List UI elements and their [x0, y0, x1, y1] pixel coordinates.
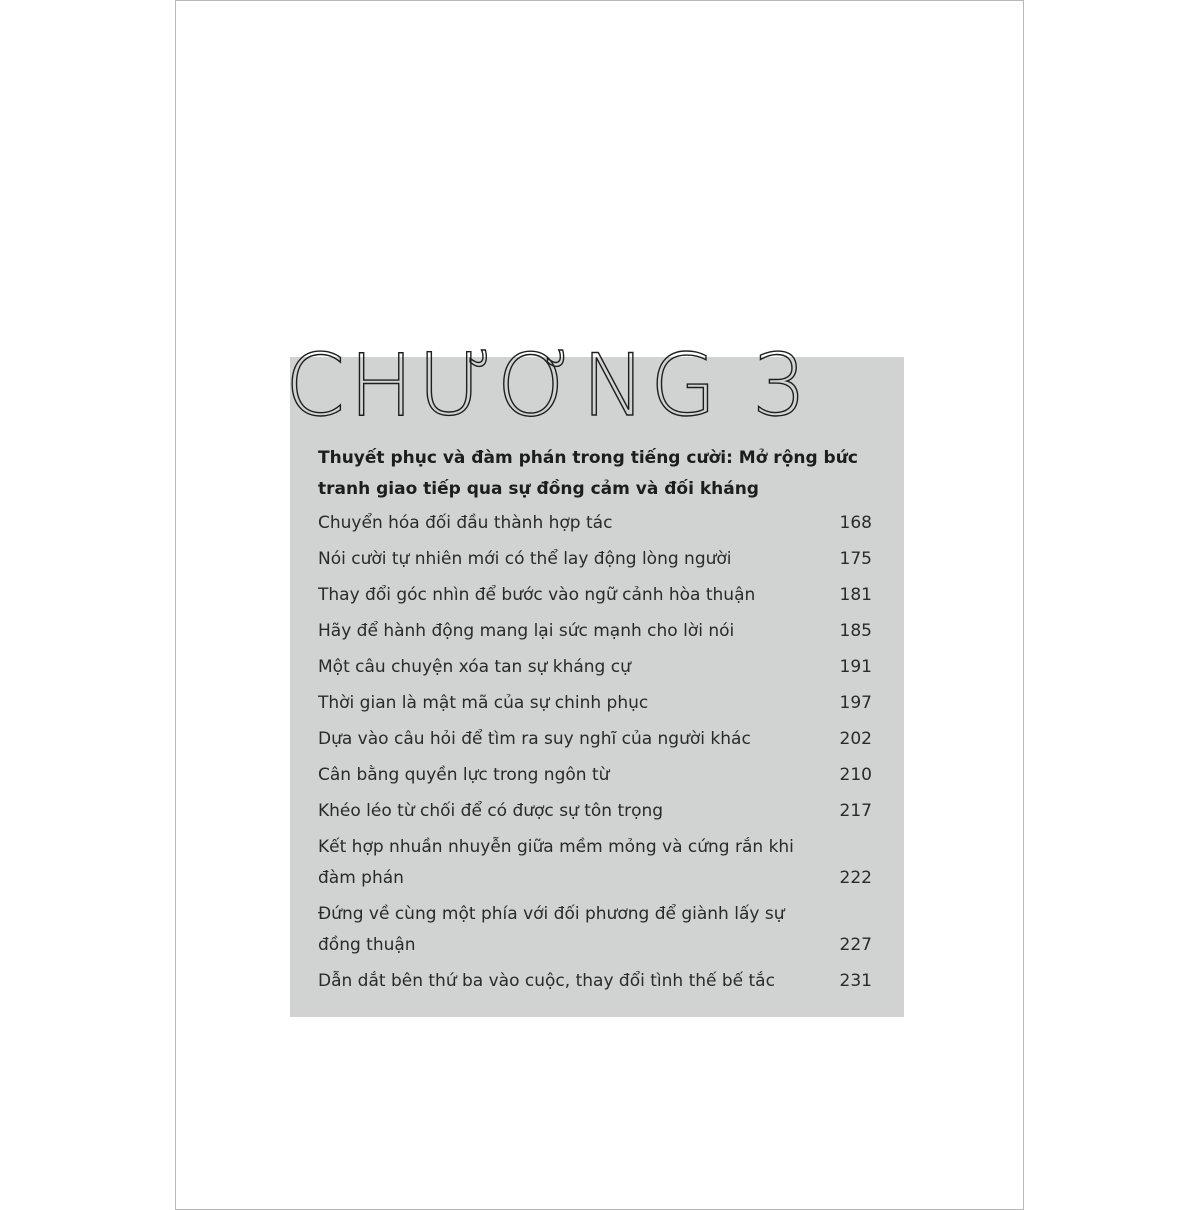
- toc-entry-page: 227: [839, 935, 872, 955]
- toc-entry-page: 202: [839, 729, 872, 749]
- toc-entry-title: Nói cười tự nhiên mới có thể lay động lòng người: [318, 549, 732, 569]
- toc-entry: [318, 796, 874, 827]
- toc-entry-title: Thời gian là mật mã của sự chinh phục: [318, 693, 649, 713]
- toc-entry-title: Thay đổi góc nhìn để bước vào ngữ cảnh hòa thuận: [318, 585, 756, 605]
- table-of-contents: [318, 508, 874, 1002]
- toc-entry: [318, 760, 874, 791]
- toc-entry-title: Hãy để hành động mang lại sức mạnh cho lời nói: [318, 621, 735, 641]
- toc-entry-title: Cân bằng quyền lực trong ngôn từ: [318, 765, 610, 785]
- toc-entry: [318, 652, 874, 683]
- toc-entry-title: Khéo léo từ chối để có được sự tôn trọng: [318, 801, 664, 821]
- toc-entry-title: Một câu chuyện xóa tan sự kháng cự: [318, 657, 631, 677]
- toc-entry-title: Dẫn dắt bên thứ ba vào cuộc, thay đổi tình thế bế tắc: [318, 971, 775, 991]
- toc-entry-page: 175: [839, 549, 872, 569]
- toc-entry: [318, 508, 874, 539]
- toc-entry-title: Dựa vào câu hỏi để tìm ra suy nghĩ của người khác: [318, 729, 751, 749]
- toc-entry: [318, 966, 874, 997]
- toc-entry-page: 168: [839, 513, 872, 533]
- toc-entry-title: Kết hợp nhuần nhuyễn giữa mềm mỏng và cứng rắn khi đàm phán: [318, 837, 794, 888]
- toc-entry: [318, 724, 874, 755]
- toc-entry: [318, 580, 874, 611]
- toc-entry: [318, 544, 874, 575]
- toc-entry-page: 191: [839, 657, 872, 677]
- toc-entry-page: 197: [839, 693, 872, 713]
- toc-entry-page: 185: [839, 621, 872, 641]
- toc-entry-page: 222: [839, 868, 872, 888]
- toc-entry-page: 231: [839, 971, 872, 991]
- chapter-title: CHƯƠNG 3: [285, 336, 811, 436]
- toc-entry: [318, 832, 874, 894]
- toc-entry-page: 181: [839, 585, 872, 605]
- chapter-heading: Thuyết phục và đàm phán trong tiếng cười: Mở rộng bức tranh giao tiếp qua sự đồng cảm và đối kháng: [318, 448, 858, 499]
- toc-entry: [318, 899, 874, 961]
- toc-entry-title: Đứng về cùng một phía với đối phương để giành lấy sự đồng thuận: [318, 904, 785, 955]
- toc-entry-page: 217: [839, 801, 872, 821]
- toc-entry-page: 210: [839, 765, 872, 785]
- toc-entry: [318, 688, 874, 719]
- toc-entry: [318, 616, 874, 647]
- toc-entry-title: Chuyển hóa đối đầu thành hợp tác: [318, 513, 613, 533]
